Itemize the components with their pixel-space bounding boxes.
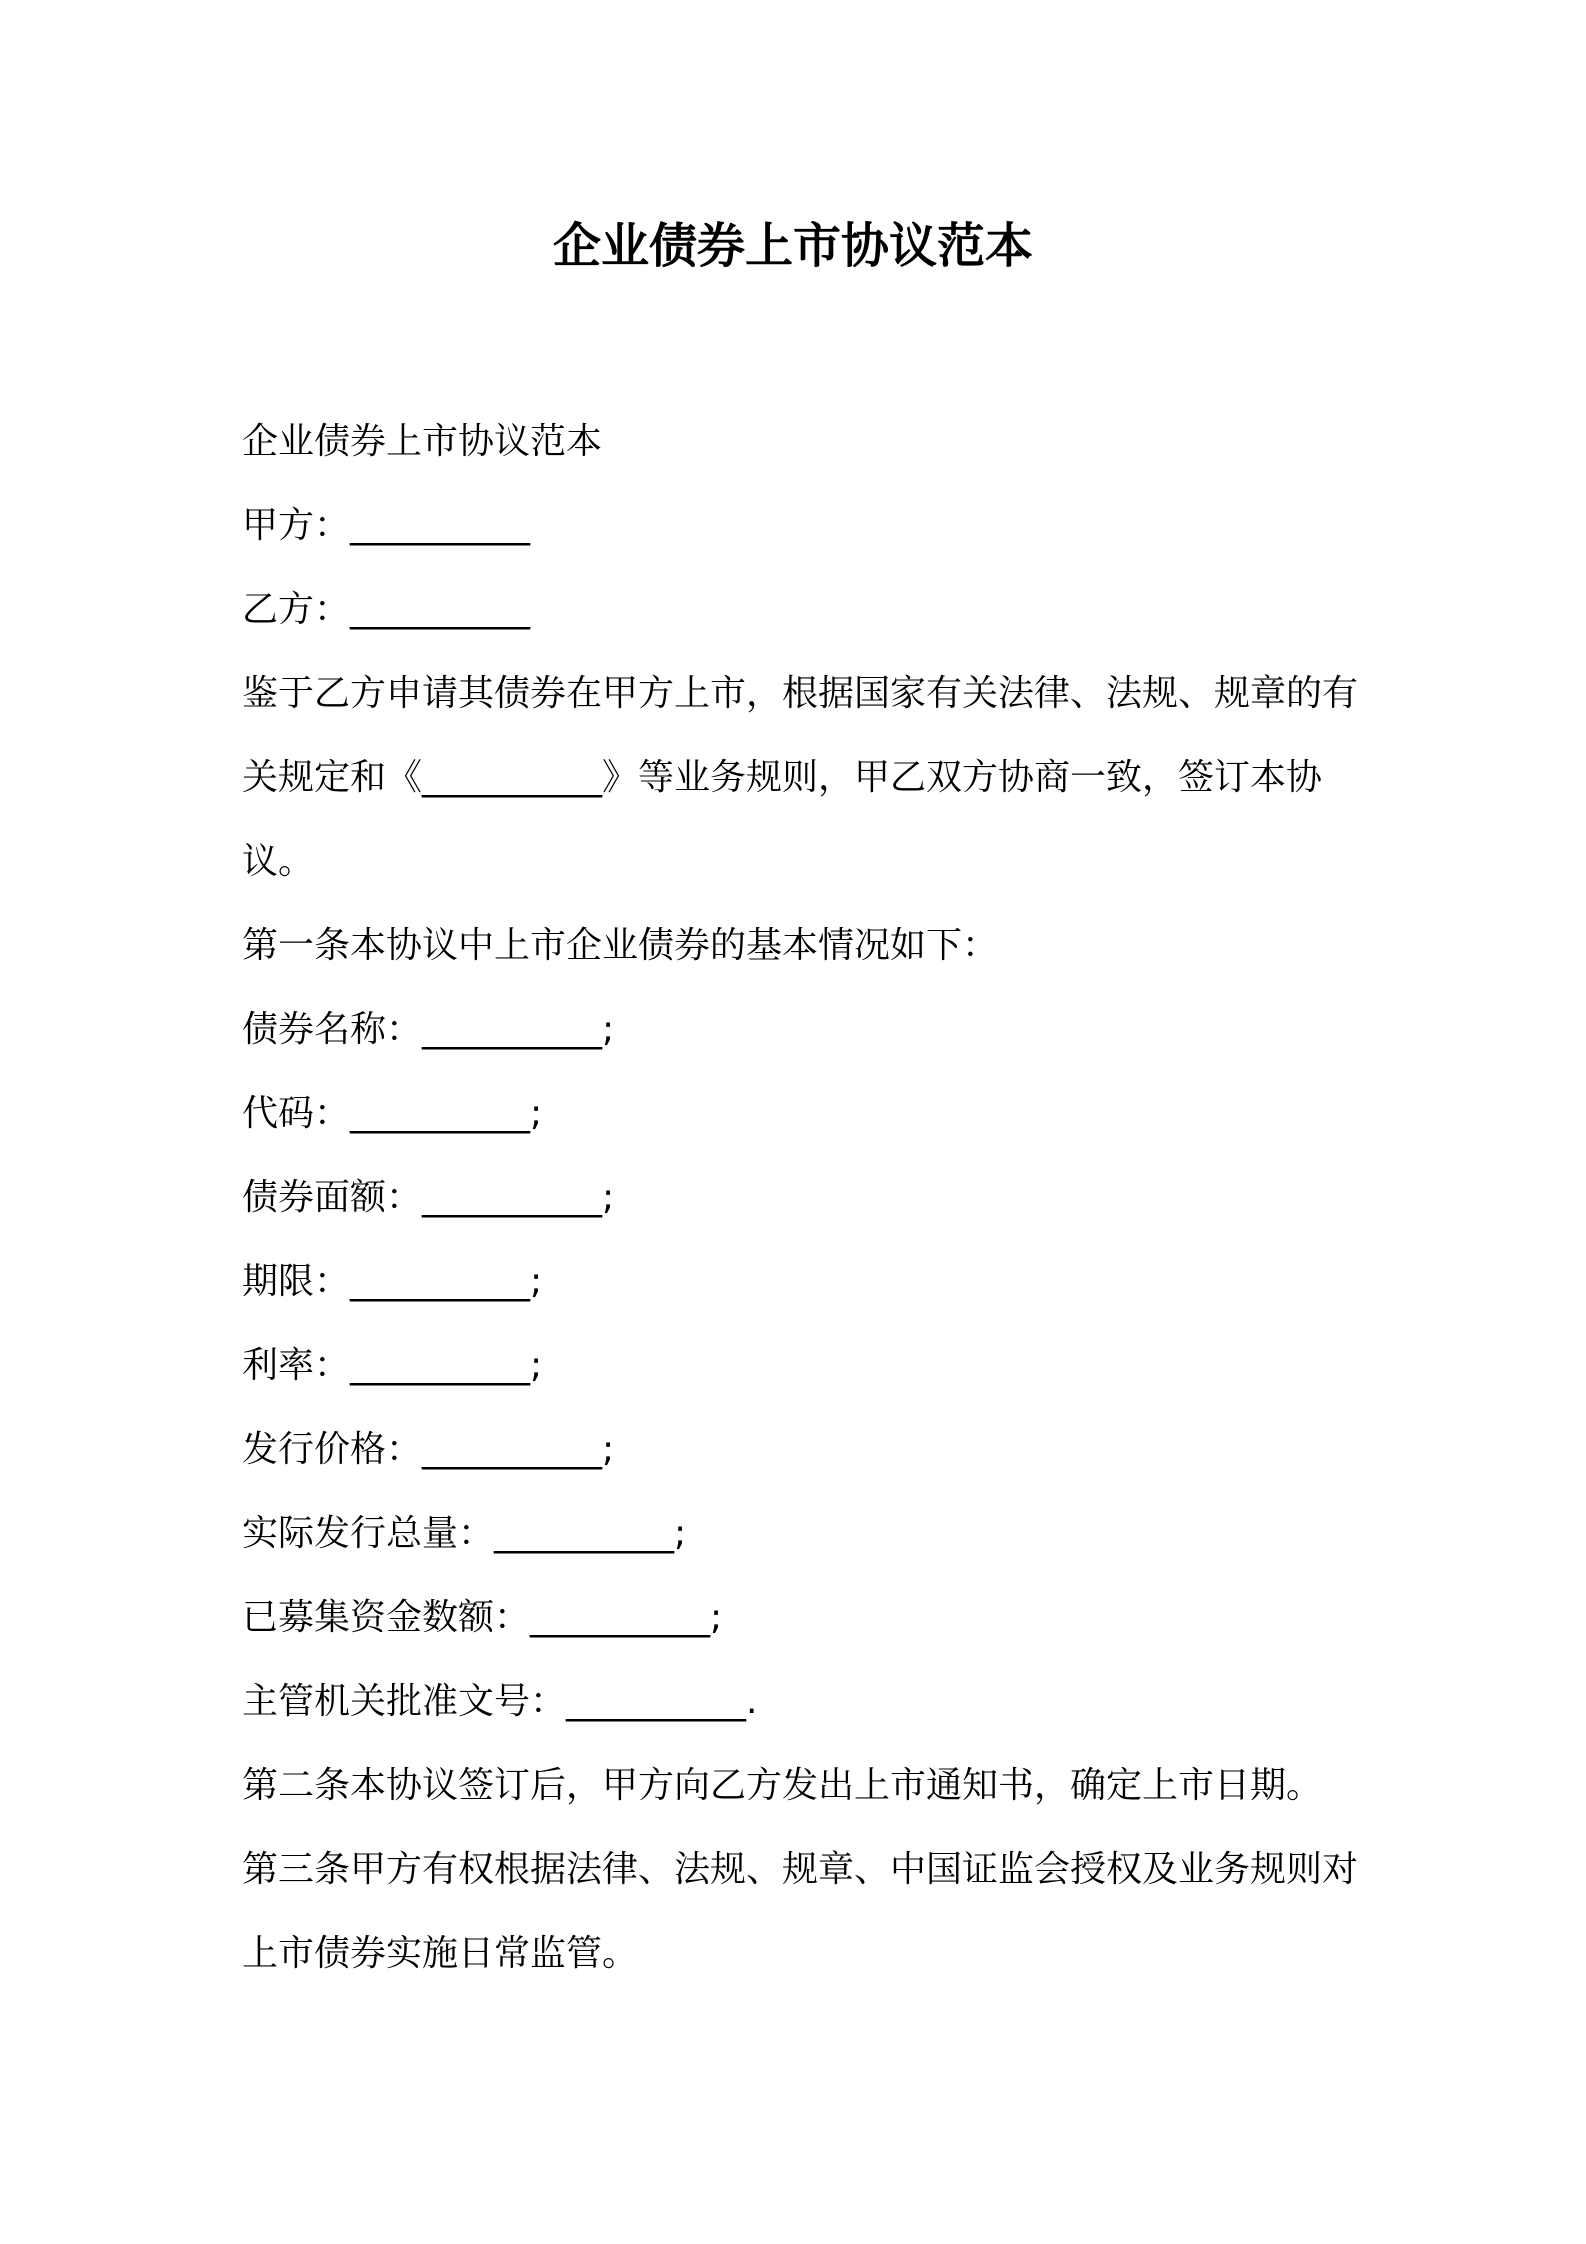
- bond-total-issue-line: 实际发行总量：__________;: [242, 1513, 687, 1554]
- bond-raised-funds-line: 已募集资金数额：__________;: [242, 1597, 723, 1638]
- party-a-line: 甲方：__________: [242, 505, 531, 546]
- bond-issue-price-line: 发行价格：__________;: [242, 1429, 615, 1470]
- article-2-paragraph: 第二条本协议签订后，甲方向乙方发出上市通知书，确定上市日期。: [242, 1765, 1323, 1806]
- bond-code-line: 代码：__________;: [242, 1093, 543, 1134]
- paragraph-heading: 企业债券上市协议范本: [242, 421, 603, 462]
- document-body: [242, 400, 1362, 1996]
- bond-term-line: 期限：__________;: [242, 1261, 543, 1302]
- preamble-paragraph: 鉴于乙方申请其债券在甲方上市，根据国家有关法律、法规、规章的有关规定和《__________》等业务规则，甲乙双方协商一致，签订本协议。: [242, 673, 1359, 882]
- article-3-paragraph: 第三条甲方有权根据法律、法规、规章、中国证监会授权及业务规则对上市债券实施日常监管。: [242, 1849, 1359, 1974]
- article-1-intro: 第一条本协议中上市企业债券的基本情况如下：: [242, 925, 999, 966]
- bond-approval-number-line: 主管机关批准文号：__________.: [242, 1681, 758, 1722]
- bond-interest-rate-line: 利率：__________;: [242, 1345, 543, 1386]
- bond-face-value-line: 债券面额：__________;: [242, 1177, 615, 1218]
- document-title: 企业债券上市协议范本: [552, 218, 1033, 274]
- bond-name-line: 债券名称：__________;: [242, 1009, 615, 1050]
- party-b-line: 乙方：__________: [242, 589, 531, 630]
